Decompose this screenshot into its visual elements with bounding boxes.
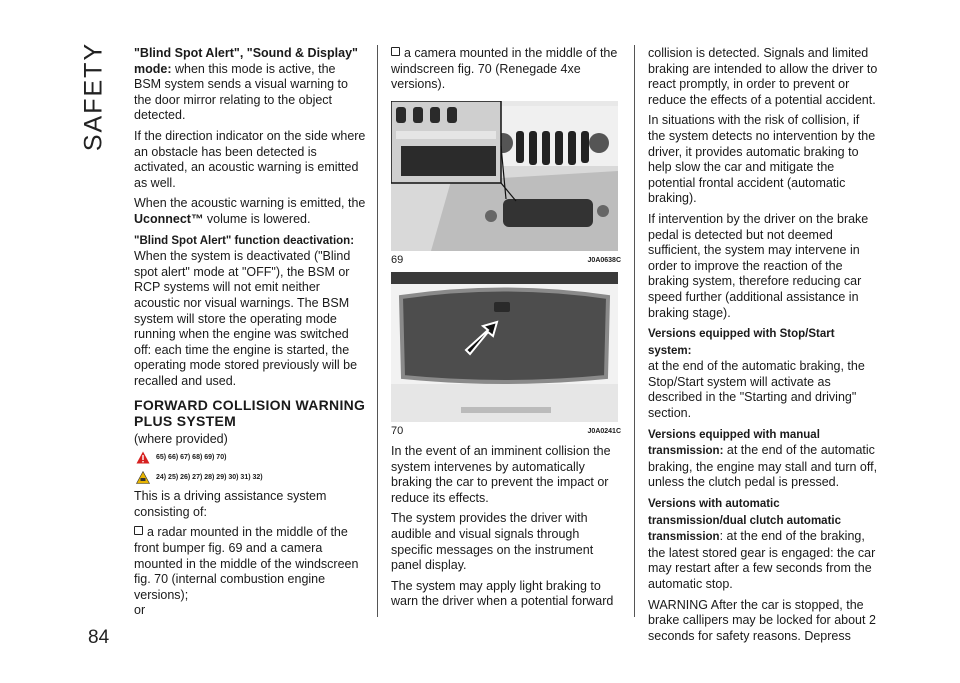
- bold-label: "Blind Spot Alert" function deactivation:: [134, 234, 355, 247]
- paragraph: When the system is deactivated ("Blind spot alert" mode at "OFF"), the BSM or RCP systems will not emit neither acoustic nor visual warnings. The BSM system will store the operating mode running when the engine was switched off: each time the engine is started, the operating mode stored previously will be recalled and used.: [134, 249, 358, 388]
- bold-label: Versions equipped with manual transmission:: [648, 428, 820, 458]
- text: When the acoustic warning is emitted, the: [134, 196, 366, 211]
- reference-list: 65) 66) 67) 68) 69) 70): [156, 454, 227, 462]
- bold-label: Versions equipped with Stop/Start system:: [648, 328, 835, 357]
- paragraph: collision is detected. Signals and limited braking are intended to allow the driver to react promptly, in order to prevent or reduce the effects of a potential accident.: [648, 46, 878, 107]
- column-left: [134, 46, 366, 624]
- figure-code: J0A0241C: [587, 428, 621, 436]
- paragraph: The system may apply light braking to warn the driver when a potential forward: [391, 578, 614, 609]
- section-title: SAFETY: [79, 41, 108, 152]
- paragraph: [648, 326, 880, 359]
- paragraph: (where provided): [134, 432, 228, 447]
- text: when this mode is active, the BSM system sends a visual warning to the door mirror relating to the object detected.: [134, 61, 348, 123]
- bold-label: Versions with automatic transmission/dual clutch automatic transmission: [648, 498, 841, 544]
- text: a camera mounted in the middle of the windscreen fig. 70 (Renegade 4xe versions).: [391, 46, 618, 92]
- figure-number: 69: [391, 253, 404, 266]
- section-heading: FORWARD COLLISION WARNING PLUS SYSTEM: [134, 397, 366, 430]
- column-divider: [377, 45, 378, 617]
- text: a radar mounted in the middle of the front bumper fig. 69 and a camera mounted in the middle of the windscreen fig. 70 (internal combustion engine versions);: [134, 525, 359, 602]
- figure-70-caption: [391, 424, 621, 440]
- figure-69-image: [391, 101, 618, 251]
- reference-list: 24) 25) 26) 27) 28) 29) 30) 31) 32): [156, 473, 263, 481]
- paragraph: In situations with the risk of collision, if the system detects no intervention by the driver, it provides automatic braking to help slow the car and mitigate the potential frontal accident (automatic braking).: [648, 113, 876, 206]
- paragraph: [134, 196, 366, 227]
- checkbox-bullet-icon: [134, 526, 143, 535]
- text: : at the end of the braking, the latest stored gear is engaged: the car may restart after a few seconds from the automatic stop.: [648, 529, 876, 591]
- paragraph: The system provides the driver with audible and visual signals through specific messages on the instrument panel display.: [391, 511, 594, 573]
- caution-references: [136, 470, 366, 486]
- paragraph: WARNING After the car is stopped, the brake callipers may be locked for about 2 seconds for safety reasons. Depress: [648, 597, 876, 643]
- windscreen-camera-illustration: [391, 272, 618, 422]
- text: at the end of the automatic braking, the engine may stall and turn off, unless the clutch pedal is pressed.: [648, 443, 878, 490]
- bold-label: "Blind Spot Alert", "Sound & Display" mode:: [134, 46, 358, 76]
- warning-references: [136, 450, 366, 466]
- bullet-item: [134, 525, 366, 603]
- car-front-bumper-illustration: [391, 101, 618, 251]
- figure-70-image: [391, 272, 618, 422]
- paragraph: [648, 427, 880, 491]
- warning-triangle-icon: [136, 451, 150, 464]
- figure-69-caption: [391, 253, 621, 269]
- checkbox-bullet-icon: [391, 47, 400, 56]
- paragraph: If intervention by the driver on the brake pedal is detected but not deemed sufficient, the system may intervene in order to improve the reaction of the braking system, therefore reducing car speed further (additional assistance in braking stage).: [648, 211, 869, 320]
- paragraph: If the direction indicator on the side where an obstacle has been detected is activated, an acoustic warning is emitted as well.: [134, 128, 366, 190]
- paragraph: This is a driving assistance system consisting of:: [134, 489, 327, 519]
- figure-number: 70: [391, 425, 404, 438]
- bullet-item: [391, 46, 621, 93]
- caution-triangle-icon: [136, 471, 150, 484]
- paragraph: [648, 496, 880, 593]
- paragraph: or: [134, 603, 146, 618]
- paragraph: [134, 233, 366, 250]
- column-divider: [634, 45, 635, 617]
- paragraph: [134, 46, 366, 124]
- bold-label: Uconnect™: [134, 211, 204, 226]
- text: volume is lowered.: [203, 211, 311, 226]
- column-middle: [391, 46, 621, 615]
- paragraph: In the event of an imminent collision the system intervenes by automatically braking the car to prevent the impact or reduce its effects.: [391, 443, 611, 505]
- page-number: 84: [88, 627, 110, 648]
- figure-code: J0A0638C: [587, 256, 621, 264]
- column-right: [648, 46, 880, 649]
- paragraph: at the end of the automatic braking, the Stop/Start system will activate as described in the "Starting and driving" section.: [648, 359, 865, 421]
